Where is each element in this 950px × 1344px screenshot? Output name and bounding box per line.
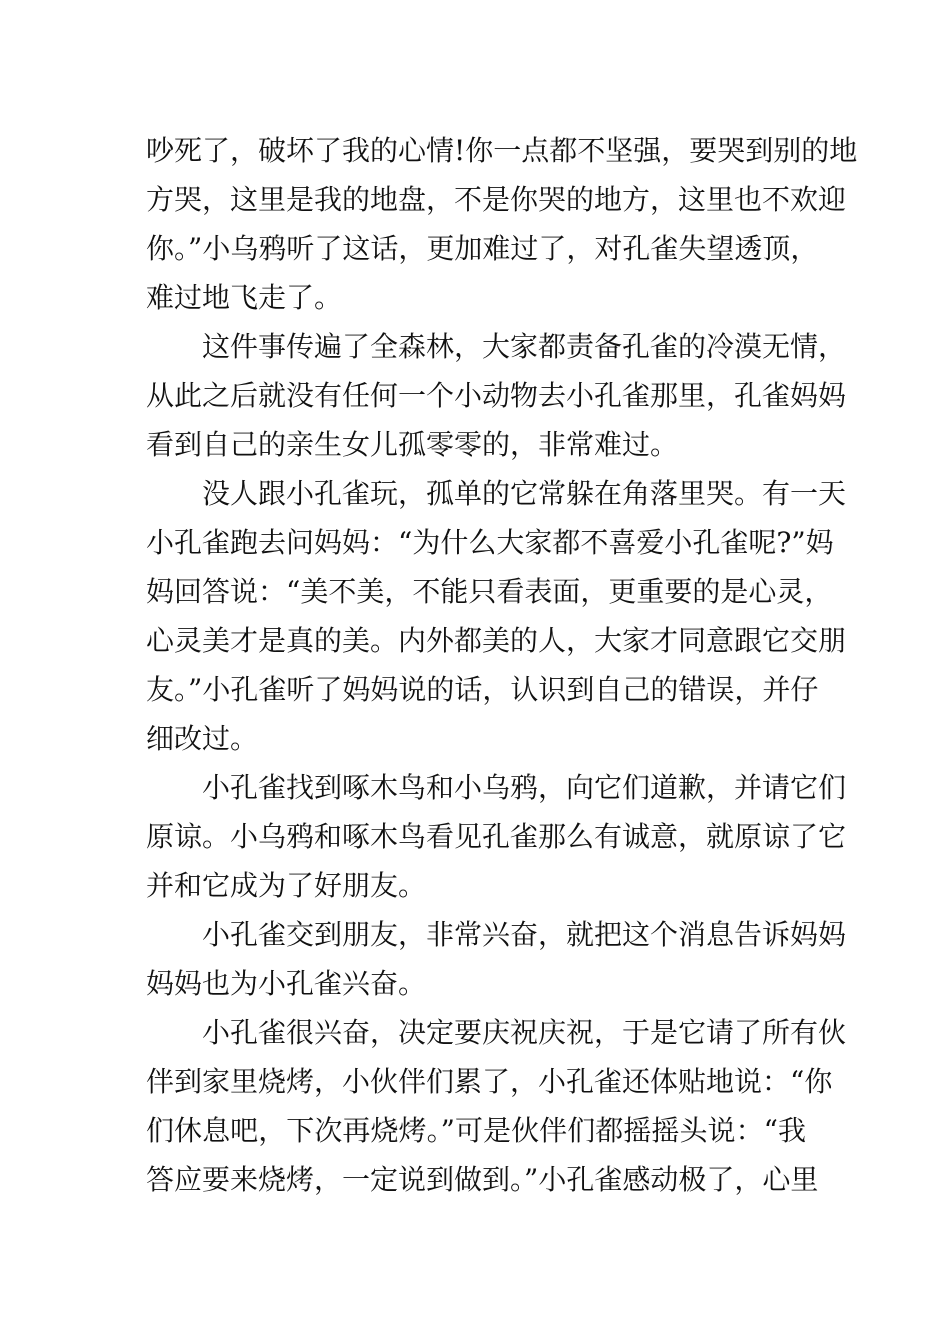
paragraph-3 [146,469,847,763]
paragraph-2 [146,322,847,469]
paragraph-line: 伴到家里烧烤，小伙伴们累了，小孔雀还体贴地说：“你 [146,1065,833,1098]
paragraph-5 [146,910,847,1008]
paragraph-line: 方哭，这里是我的地盘，不是你哭的地方，这里也不欢迎 [146,183,847,216]
paragraph-line: 答应要来烧烤，一定说到做到。”小孔雀感动极了，心里 [146,1163,819,1196]
paragraph-line: 小孔雀跑去问妈妈：“为什么大家都不喜爱小孔雀呢?”妈 [146,526,834,559]
paragraph-line: 心灵美才是真的美。内外都美的人，大家才同意跟它交朋 [146,624,847,657]
paragraph-line: 难过地飞走了。 [146,281,343,314]
paragraph-line: 小孔雀找到啄木鸟和小乌鸦，向它们道歉，并请它们 [202,771,847,804]
paragraph-line: 妈妈也为小孔雀兴奋。 [146,967,427,1000]
paragraph-line: 这件事传遍了全森林，大家都责备孔雀的冷漠无情， [202,330,847,363]
document-body [146,126,858,1204]
paragraph-line: 你。”小乌鸦听了这话，更加难过了，对孔雀失望透顶， [146,232,819,265]
paragraph-line: 小孔雀很兴奋，决定要庆祝庆祝，于是它请了所有伙 [202,1016,847,1049]
paragraph-line: 细改过。 [146,722,259,755]
paragraph-line: 吵死了，破坏了我的心情!你一点都不坚强，要哭到别的地 [146,134,858,167]
paragraph-line: 从此之后就没有任何一个小动物去小孔雀那里，孔雀妈妈 [146,379,847,412]
paragraph-line: 原谅。小乌鸦和啄木鸟看见孔雀那么有诚意，就原谅了它 [146,820,847,853]
paragraph-line: 小孔雀交到朋友，非常兴奋，就把这个消息告诉妈妈 [202,918,847,951]
paragraph-line: 并和它成为了好朋友。 [146,869,427,902]
paragraph-line: 友。”小孔雀听了妈妈说的话，认识到自己的错误，并仔 [146,673,819,706]
paragraph-1 [146,126,858,322]
paragraph-6 [146,1008,847,1204]
paragraph-line: 没人跟小孔雀玩，孤单的它常躲在角落里哭。有一天 [202,477,847,510]
paragraph-line: 看到自己的亲生女儿孤零零的，非常难过。 [146,428,679,461]
paragraph-line: 妈回答说：“美不美，不能只看表面，更重要的是心灵， [146,575,833,608]
paragraph-4 [146,763,847,910]
paragraph-line: 们休息吧，下次再烧烤。”可是伙伴们都摇摇头说：“我 [146,1114,806,1147]
